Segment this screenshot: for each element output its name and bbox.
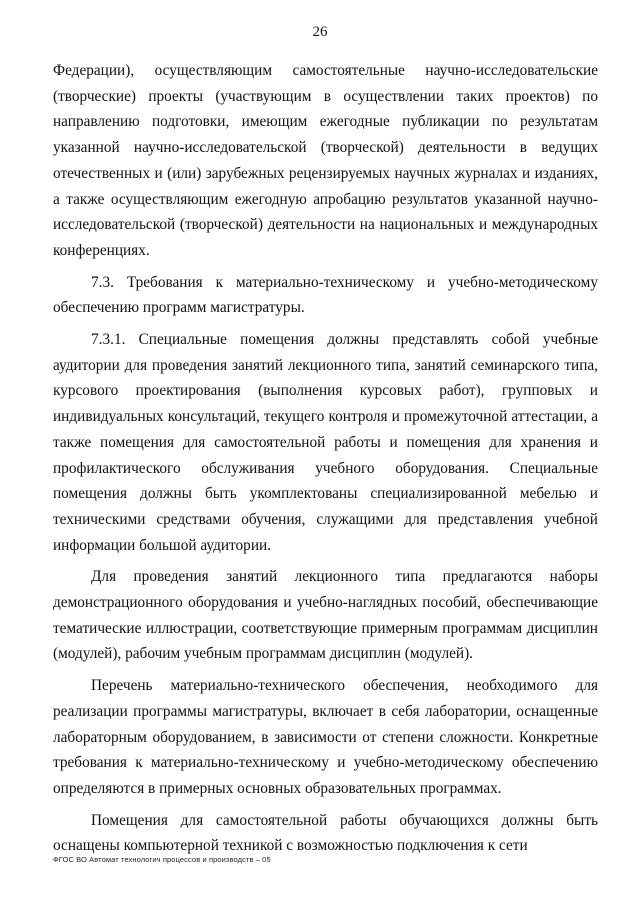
page-number: 26 xyxy=(312,24,328,40)
page-footer: ФГОС ВО Автомат технологич процессов и производств – 05 xyxy=(53,855,271,864)
paragraph-continuation: Федерации), осуществляющим самостоятельные научно-исследовательские (творческие) проекты (участвующим в осуществлении таких проектов) по направлению подготовки, имеющим ежегодные публикации по результатам указанной научно-исследовательской (творческой) деятельности в ведущих отечественных и (или) зарубежных рецензируемых научных журналах и изданиях, а также осуществляющим ежегодную апробацию результатов указанной научно-исследовательской (творческой) деятельности на национальных и международных конференциях. xyxy=(53,62,598,259)
paragraph-lecture-equipment: Для проведения занятий лекционного типа предлагаются наборы демонстрационного оборудования и учебно-наглядных пособий, обеспечивающие тематические иллюстрации, соответствующие примерным программам дисциплин (модулей), рабочим учебным программам дисциплин (модулей). xyxy=(53,568,598,663)
section-heading-7-3: 7.3. Требования к материально-техническому и учебно-методическому обеспечению программ магистратуры. xyxy=(53,273,598,317)
paragraph-7-3-1: 7.3.1. Специальные помещения должны представлять собой учебные аудитории для проведения занятий лекционного типа, занятий семинарского типа, курсового проектирования (выполнения курсовых работ), групповых и индивидуальных консультаций, текущего контроля и промежуточной аттестации, а также помещения для самостоятельной работы и помещения для хранения и профилактического обслуживания учебного оборудования. Специальные помещения должны быть укомплектованы специализированной мебелью и техническими средствами обучения, служащими для представления учебной информации большой аудитории. xyxy=(53,331,598,554)
document-body xyxy=(53,58,598,859)
paragraph-laboratories: Перечень материально-технического обеспечения, необходимого для реализации программы магистратуры, включает в себя лаборатории, оснащенные лабораторным оборудованием, в зависимости от степени сложности. Конкретные требования к материально-техническому и учебно-методическому обеспечению определяются в примерных основных образовательных программах. xyxy=(53,677,598,797)
paragraph-self-study-rooms: Помещения для самостоятельной работы обучающихся должны быть оснащены компьютерной техникой с возможностью подключения к сети xyxy=(53,811,598,855)
